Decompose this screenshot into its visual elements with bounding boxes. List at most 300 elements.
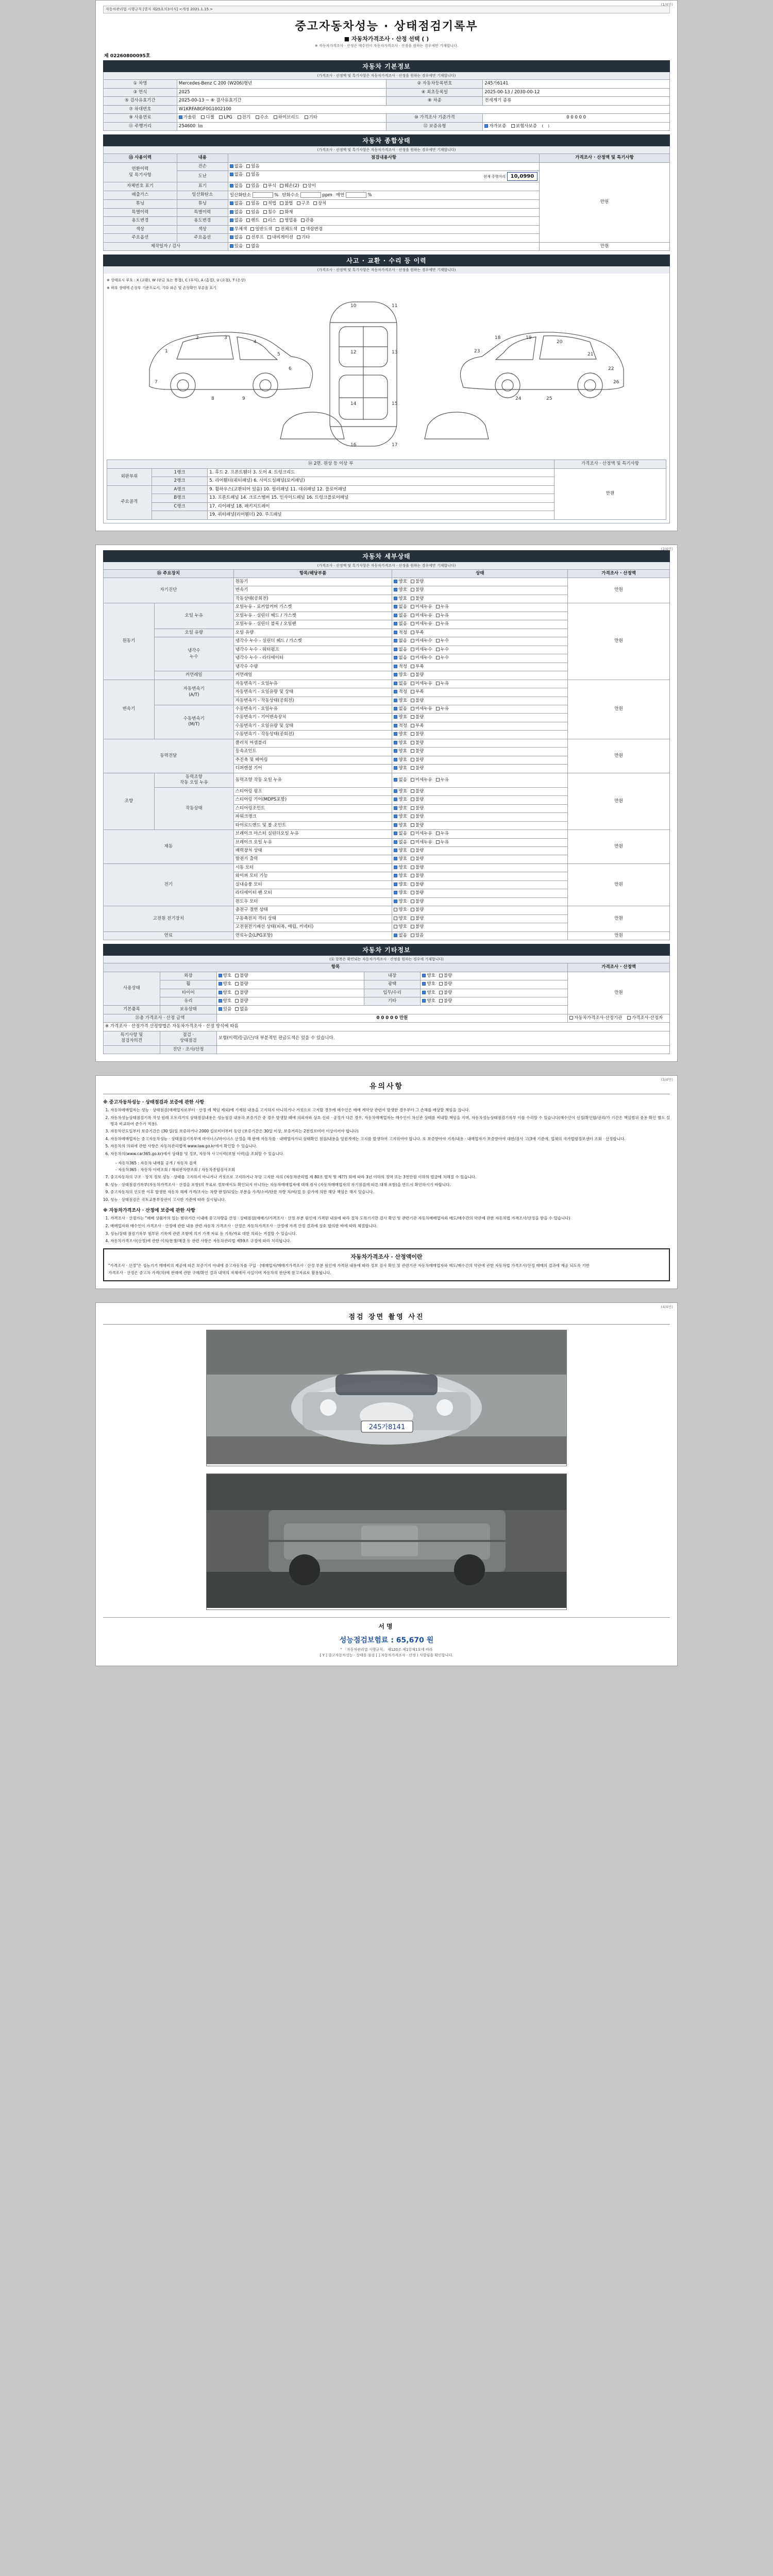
- opt-sunroof[interactable]: 선루프: [246, 235, 264, 241]
- opt-bad[interactable]: 불량: [411, 907, 424, 913]
- opt-have[interactable]: 있음: [219, 1007, 231, 1012]
- table-row: [107, 460, 666, 468]
- opt-good[interactable]: 양호: [394, 579, 407, 585]
- row-options[interactable]: [228, 200, 539, 208]
- item-label: 휠: [160, 980, 216, 989]
- opt-micro[interactable]: 미세누유: [411, 706, 432, 712]
- opt-original[interactable]: 무채색: [230, 227, 247, 232]
- item-options[interactable]: [392, 773, 568, 787]
- legend-cat-frame: 주요골격: [107, 485, 152, 519]
- opt-bad[interactable]: 불량: [411, 916, 424, 922]
- guide-heading-1: ※ 중고자동차성능 · 상태점검과 보증에 관한 사항: [103, 1100, 205, 1106]
- legend-price-header: 가격조사 · 산정액 및 특기사항: [554, 460, 666, 468]
- item-options[interactable]: [392, 765, 568, 773]
- opt-bad[interactable]: 불량: [411, 740, 424, 746]
- item-options[interactable]: [392, 796, 568, 804]
- opt-bad[interactable]: 불량: [411, 848, 424, 854]
- warranty-options[interactable]: [483, 122, 670, 130]
- legend-value: 13. 프론트패널 14. 크로스멤버 15. 인사이드패널 16. 트렁크플로어패널: [208, 494, 554, 502]
- form-legal-note: [103, 6, 670, 13]
- item-options[interactable]: [216, 997, 364, 1006]
- item-label: 파워크랭크: [233, 813, 392, 821]
- item-label: 연료누출(LPG포함): [233, 931, 392, 940]
- svg-text:2: 2: [196, 335, 199, 341]
- row-sublabel: 전손: [177, 162, 228, 171]
- opt-good[interactable]: 양호: [394, 907, 407, 913]
- opt-micro[interactable]: 미세누유: [411, 840, 432, 845]
- opt-person[interactable]: 가격조사·산정자: [627, 1015, 663, 1021]
- opt-adequate[interactable]: 적정: [394, 689, 407, 695]
- opt-good[interactable]: 양호: [394, 899, 407, 905]
- field-label: ⑪ 주행거리: [104, 122, 177, 130]
- svg-text:26: 26: [613, 380, 619, 385]
- row-sublabel: 튜닝: [177, 200, 228, 208]
- opt-none[interactable]: 없음: [394, 706, 407, 712]
- svg-text:8: 8: [211, 396, 214, 402]
- item-options[interactable]: [392, 612, 568, 620]
- opt-diff[interactable]: 상이: [303, 183, 316, 189]
- opt-none[interactable]: 없음: [235, 1007, 248, 1012]
- opt-good[interactable]: 양호: [394, 797, 407, 803]
- opt-leak[interactable]: 누유: [436, 831, 449, 837]
- opt-micro[interactable]: 미세누유: [411, 681, 432, 687]
- opt-change[interactable]: 색상변경: [301, 227, 323, 232]
- opt-good[interactable]: 양호: [394, 823, 407, 828]
- opt-bad[interactable]: 불량: [235, 990, 248, 996]
- opt-none[interactable]: 없음: [230, 210, 243, 215]
- item-label: 수동변속기 - 작동상태(공회전): [233, 731, 392, 739]
- total-options[interactable]: [568, 1014, 670, 1022]
- section-other-band: 자동차 기타정보: [103, 944, 670, 956]
- opt-device[interactable]: 장치: [313, 201, 326, 207]
- opt-good[interactable]: 양호: [394, 924, 407, 930]
- item-options[interactable]: [392, 889, 568, 897]
- item-options[interactable]: [392, 680, 568, 688]
- svg-text:15: 15: [392, 401, 398, 407]
- opt-leak[interactable]: 누수: [436, 647, 449, 653]
- opt-good[interactable]: 양호: [394, 587, 407, 593]
- opt-good[interactable]: 양호: [422, 990, 435, 996]
- col-header-items: 항목/해당부품: [233, 569, 392, 578]
- photo-front-svg: [207, 1330, 566, 1464]
- mileage-value: 10,0990: [507, 172, 538, 181]
- item-options[interactable]: [392, 595, 568, 603]
- item-options[interactable]: [392, 830, 568, 838]
- opt-good[interactable]: 양호: [394, 596, 407, 602]
- field-label: ④ 최초등록일: [386, 88, 483, 96]
- opt-leak[interactable]: 누유: [436, 604, 449, 610]
- table-row: [104, 1014, 670, 1022]
- opt-leak[interactable]: 누유: [436, 681, 449, 687]
- item-options[interactable]: [392, 897, 568, 906]
- opt-none[interactable]: 없음: [394, 621, 407, 627]
- table-row: [104, 97, 670, 105]
- list-item: 3. 성능/상태 점검기록부 첨부된 기록에 관련 조항에 의거 가격 자료 등 기록/자료 대한 의뢰는 거절할 수 있습니다.: [110, 1231, 670, 1237]
- opt-none[interactable]: 없음: [394, 777, 407, 783]
- opt-none[interactable]: 없음: [230, 183, 243, 189]
- opt-good[interactable]: 양호: [422, 998, 435, 1004]
- list-item: 10. 성능 · 상태점검은 국토교통부장관이 고시한 기준에 따라 실시됩니다.: [110, 1197, 670, 1203]
- item-options[interactable]: [392, 629, 568, 637]
- item-options[interactable]: [392, 697, 568, 705]
- opt-illegal[interactable]: 불법: [280, 201, 293, 207]
- valuation-definition-p2: 가격조사 · 산정은 중고차 가격(차)에 판매에 관한 구매/확인 결과 내역의 자체에서 사실이며 자동차의 판단에 참고자료로 활용됩니다.: [108, 1270, 331, 1275]
- item-options[interactable]: [392, 804, 568, 812]
- item-options[interactable]: [392, 872, 568, 880]
- opt-micro[interactable]: 미세누유: [411, 613, 432, 619]
- opt-leak[interactable]: 누유: [436, 613, 449, 619]
- opt-none[interactable]: 없음: [394, 647, 407, 653]
- item-options[interactable]: [392, 705, 568, 714]
- row-options[interactable]: [228, 225, 539, 233]
- table-row: [104, 1045, 670, 1054]
- opt-good[interactable]: 양호: [394, 740, 407, 746]
- item-options[interactable]: [392, 880, 568, 889]
- item-options[interactable]: [392, 906, 568, 914]
- opt-micro[interactable]: 미세누유: [411, 621, 432, 627]
- opt-none[interactable]: 없음: [230, 235, 243, 241]
- subgroup-label-oilleak: 오일 누유: [154, 603, 233, 629]
- opt-good[interactable]: 양호: [394, 814, 407, 820]
- section-overall-band: 자동차 종합상태: [103, 134, 670, 146]
- opt-bad[interactable]: 불량: [439, 981, 452, 987]
- item-options[interactable]: [392, 646, 568, 654]
- opt-bad[interactable]: 불량: [439, 990, 452, 996]
- item-options[interactable]: [392, 846, 568, 855]
- row-label-special: 특별이력: [104, 208, 177, 216]
- opt-leak[interactable]: 누수: [436, 655, 449, 661]
- opt-good[interactable]: 양호: [394, 890, 407, 896]
- field-value: Mercedes-Benz C 200 (W206)형년: [177, 80, 386, 88]
- item-options[interactable]: [392, 914, 568, 923]
- fuel-option-hydrogen[interactable]: 수소: [256, 115, 268, 121]
- item-options[interactable]: [392, 586, 568, 595]
- opt-micro[interactable]: 미세누수: [411, 647, 432, 653]
- total-label: ㉑총 가격조사 · 산정 금액: [104, 1014, 217, 1022]
- item-options[interactable]: [392, 620, 568, 629]
- opt-bad[interactable]: 불량: [235, 981, 248, 987]
- svg-text:14: 14: [350, 401, 357, 407]
- item-options[interactable]: [392, 821, 568, 829]
- item-options[interactable]: [392, 748, 568, 756]
- opt-legal[interactable]: 적법: [263, 201, 276, 207]
- item-options[interactable]: [392, 731, 568, 739]
- opt-bad[interactable]: 불량: [411, 596, 424, 602]
- opt-none[interactable]: 없음: [394, 840, 407, 845]
- opt-bad[interactable]: 불량: [411, 698, 424, 704]
- opt-good[interactable]: 양호: [394, 672, 407, 678]
- opt-good[interactable]: 양호: [394, 882, 407, 888]
- opt-none[interactable]: 없음: [246, 244, 259, 249]
- item-options[interactable]: [392, 855, 568, 863]
- field-value: 2025-00-13 / 2030-00-12: [483, 88, 670, 96]
- opt-bad[interactable]: 불량: [411, 749, 424, 754]
- opt-bad[interactable]: 불량: [411, 814, 424, 820]
- item-label: 스티어링조인트: [233, 804, 392, 812]
- fuel-option-lpg[interactable]: LPG: [219, 115, 232, 121]
- opt-good[interactable]: 양호: [394, 766, 407, 771]
- opt-bad[interactable]: 불량: [411, 766, 424, 771]
- opt-low[interactable]: 부족: [411, 689, 424, 695]
- opt-good[interactable]: 양호: [394, 698, 407, 704]
- row-options[interactable]: [228, 171, 539, 182]
- svg-text:7: 7: [155, 380, 158, 385]
- item-options[interactable]: [392, 671, 568, 680]
- opt-bad[interactable]: 불량: [411, 579, 424, 585]
- opt-none[interactable]: 없음: [230, 201, 243, 207]
- opt-good[interactable]: 양호: [422, 973, 435, 979]
- field-label: ① 차명: [104, 80, 177, 88]
- list-item: 4. 자동차매매업자는 중고자동차성능 · 상태점검기록부에 마이너스/마이너스 산정을 해 판매 자동차를 · 내매업자가되 상태확인 점검/내용을 일컫게에는 고지를 발생하여 고지하여야 합니다. 또 보증받아야 기록/내용 · 내매업자가 보증받아야 대한/검사 고(3에 기준에, 업체의 국가법령정보센터 조회 · 산정합니다.: [110, 1136, 670, 1142]
- legend-cat-outer: 외판부위: [107, 468, 152, 485]
- opt-bad[interactable]: 불량: [411, 823, 424, 828]
- opt-good[interactable]: 양호: [394, 848, 407, 854]
- opt-good[interactable]: 양호: [219, 998, 231, 1004]
- svg-text:1: 1: [165, 349, 168, 354]
- item-options[interactable]: [421, 972, 568, 980]
- row-options[interactable]: [228, 182, 539, 191]
- opt-bad[interactable]: 불량: [411, 715, 424, 720]
- item-options[interactable]: [392, 722, 568, 730]
- opt-good[interactable]: 양호: [394, 916, 407, 922]
- opt-bad[interactable]: 불량: [411, 797, 424, 803]
- table-row: [104, 931, 670, 940]
- fuel-option-gasoline[interactable]: 가솔린: [179, 115, 196, 121]
- opt-none[interactable]: 없음: [230, 164, 243, 170]
- opt-flood[interactable]: 침수: [263, 210, 276, 215]
- car-diagram-container: [103, 274, 670, 523]
- fuel-option-diesel[interactable]: 디젤: [201, 115, 214, 121]
- item-options[interactable]: [421, 989, 568, 997]
- item-options[interactable]: [392, 923, 568, 931]
- price-cell: 만원: [568, 906, 670, 931]
- opt-good[interactable]: 양호: [394, 856, 407, 862]
- col-header-item: 항목: [104, 963, 568, 972]
- page-3: [95, 1075, 678, 1289]
- opt-micro[interactable]: 미세누유: [411, 604, 432, 610]
- opt-low[interactable]: 부족: [411, 630, 424, 636]
- fuel-options[interactable]: [177, 114, 386, 122]
- opt-corrosion[interactable]: 훼손(2): [280, 183, 299, 189]
- opt-good[interactable]: 양호: [219, 990, 231, 996]
- row-options[interactable]: 일산화탄소 % 탄화수소 ppm 매연 %: [228, 191, 539, 199]
- table-row: [104, 122, 670, 130]
- opt-etc[interactable]: 기타: [297, 235, 310, 241]
- item-label: 수동변속기 - 오일누유: [233, 705, 392, 714]
- opt-exist[interactable]: 있음: [230, 244, 243, 249]
- opt-bad[interactable]: 불량: [411, 856, 424, 862]
- opt-bad[interactable]: 불량: [411, 882, 424, 888]
- row-options[interactable]: [228, 242, 539, 250]
- section-basic-info-band: 자동차 기본정보: [103, 60, 670, 72]
- item-options[interactable]: [392, 637, 568, 646]
- opt-yes[interactable]: 있음: [246, 201, 259, 207]
- opt-none[interactable]: 없음: [394, 933, 407, 939]
- legend-rank: A랭크: [152, 485, 208, 494]
- opt-gov[interactable]: 관용: [301, 218, 314, 224]
- opt-bad[interactable]: 불량: [411, 587, 424, 593]
- field-label: ⑤ 검사유효기간: [104, 97, 177, 105]
- item-options[interactable]: [216, 989, 364, 997]
- item-options[interactable]: [392, 931, 568, 940]
- opt-bad[interactable]: 불량: [411, 865, 424, 871]
- fuel-option-etc[interactable]: 기타: [305, 115, 317, 121]
- opt-bad[interactable]: 불량: [411, 899, 424, 905]
- item-options[interactable]: [421, 980, 568, 989]
- item-options[interactable]: [421, 997, 568, 1006]
- opt-yes[interactable]: 있음: [246, 164, 259, 170]
- table-header-row: [104, 963, 670, 972]
- legend-price-value: 만원: [554, 468, 666, 519]
- opt-bad[interactable]: 불량: [411, 789, 424, 794]
- opt-low[interactable]: 부족: [411, 723, 424, 729]
- item-options[interactable]: [392, 603, 568, 612]
- item-options[interactable]: [392, 756, 568, 764]
- row-options[interactable]: [228, 208, 539, 216]
- opt-leak[interactable]: 누유: [436, 840, 449, 845]
- fuel-option-electric[interactable]: 전기: [238, 115, 250, 121]
- odometer-value: 254600 ㎞: [177, 122, 386, 130]
- item-options[interactable]: [392, 787, 568, 795]
- opt-bad[interactable]: 불량: [411, 806, 424, 811]
- opt-good[interactable]: 양호: [394, 732, 407, 737]
- opt-yes[interactable]: 있음: [246, 183, 259, 189]
- warranty-option-insurance[interactable]: 보험사보증: [511, 124, 537, 129]
- opt-leak[interactable]: 누수: [436, 638, 449, 644]
- opt-none[interactable]: 없음: [230, 172, 243, 178]
- opt-lease[interactable]: 리스: [263, 218, 276, 224]
- opt-none[interactable]: 없음: [394, 638, 407, 644]
- item-options[interactable]: [216, 980, 364, 989]
- opt-nav[interactable]: 내비게이션: [267, 235, 293, 241]
- opt-none[interactable]: 없음: [394, 604, 407, 610]
- col-header-price: 가격조사 · 산정액 및 특기사항: [540, 154, 670, 162]
- opt-leak[interactable]: 누유: [436, 777, 449, 783]
- opt-none[interactable]: 없음: [394, 681, 407, 687]
- item-options[interactable]: [392, 654, 568, 663]
- item-options[interactable]: [216, 1006, 567, 1014]
- opt-adequate[interactable]: 적정: [394, 664, 407, 670]
- opt-good[interactable]: 양호: [394, 789, 407, 794]
- opt-bad[interactable]: 불량: [411, 672, 424, 678]
- page-title: 중고자동차성능 · 상태점검기록부: [295, 20, 478, 33]
- item-options[interactable]: [216, 972, 364, 980]
- inspection-photo-front: [206, 1330, 567, 1466]
- opt-yes[interactable]: 있음: [411, 933, 424, 939]
- row-sublabel: 특별이력: [177, 208, 228, 216]
- opt-micro[interactable]: 미세누수: [411, 655, 432, 661]
- opt-structure[interactable]: 구조: [297, 201, 310, 207]
- group-label-selfdiag: 자기진단: [104, 578, 234, 603]
- opt-none[interactable]: 없음: [394, 831, 407, 837]
- item-options[interactable]: [392, 714, 568, 722]
- opt-bad[interactable]: 불량: [411, 890, 424, 896]
- opt-full[interactable]: 전체도색: [276, 227, 297, 232]
- opt-micro[interactable]: 미세누유: [411, 777, 432, 783]
- opt-good[interactable]: 양호: [394, 865, 407, 871]
- item-options[interactable]: [392, 838, 568, 846]
- item-options[interactable]: [392, 863, 568, 872]
- price-cell: 만원: [568, 931, 670, 940]
- opt-adequate[interactable]: 적정: [394, 630, 407, 636]
- opt-none[interactable]: 없음: [394, 655, 407, 661]
- opt-none[interactable]: 없음: [230, 218, 243, 224]
- opt-bad[interactable]: 불량: [411, 732, 424, 737]
- opt-yes[interactable]: 있음: [246, 210, 259, 215]
- item-options[interactable]: [392, 578, 568, 586]
- list-item: 6. 자동차의(www.car365.go.kr)에서 상태를 및 정보, 자동차 사고이력(보험 이력)을 조회할 수 있습니다.: [110, 1151, 670, 1157]
- opt-bad[interactable]: 불량: [439, 973, 452, 979]
- opt-micro[interactable]: 미세누수: [411, 638, 432, 644]
- special-sub-label: 점검 · 상태점검: [160, 1031, 216, 1045]
- item-label: 원동기: [233, 578, 392, 586]
- svg-text:4: 4: [254, 340, 257, 345]
- opt-yes[interactable]: 있음: [246, 172, 259, 178]
- row-options[interactable]: [228, 234, 539, 242]
- item-label: 스티어링 펌프: [233, 787, 392, 795]
- opt-good[interactable]: 양호: [219, 981, 231, 987]
- opt-bad[interactable]: 불량: [411, 757, 424, 763]
- group-label-electric: 전기: [104, 863, 234, 906]
- opt-good[interactable]: 양호: [422, 981, 435, 987]
- row-label-history: 연환이력 및 특기사항: [104, 162, 177, 182]
- opt-micro[interactable]: 미세누유: [411, 831, 432, 837]
- opt-bad[interactable]: 불량: [235, 998, 248, 1004]
- field-label: ② 자동차등록번호: [386, 80, 483, 88]
- item-label: 냉각수 누수 - 워터펌프: [233, 646, 392, 654]
- opt-bad[interactable]: 불량: [411, 924, 424, 930]
- warranty-option-self[interactable]: 자가보증: [484, 124, 506, 129]
- opt-leak[interactable]: 누유: [436, 706, 449, 712]
- item-options[interactable]: [392, 688, 568, 697]
- opt-none[interactable]: 없음: [394, 613, 407, 619]
- opt-fire[interactable]: 화재: [280, 210, 293, 215]
- opt-leak[interactable]: 누유: [436, 621, 449, 627]
- opt-good[interactable]: 양호: [394, 806, 407, 811]
- row-options[interactable]: [228, 162, 539, 171]
- svg-text:9: 9: [242, 396, 245, 402]
- item-options[interactable]: [392, 739, 568, 747]
- opt-modified[interactable]: 부식: [263, 183, 276, 189]
- opt-bad[interactable]: 불량: [411, 873, 424, 879]
- opt-org[interactable]: 자동차가격조사·산정기관: [569, 1015, 622, 1021]
- opt-bad[interactable]: 불량: [439, 998, 452, 1004]
- page-subtitle-note: ※ 자동차가격조사 · 산정은 매수인이 자동차가격조사 · 산정을 원하는 경우에만 기재합니다.: [314, 44, 459, 48]
- field-value: 전세계기 종류: [483, 97, 670, 105]
- opt-business[interactable]: 영업용: [280, 218, 297, 224]
- item-options[interactable]: [392, 813, 568, 821]
- subgroup-label-manual: 수동변속기 (M/T): [154, 705, 233, 739]
- table-row: [104, 578, 670, 586]
- opt-adequate[interactable]: 적정: [394, 723, 407, 729]
- opt-good[interactable]: 양호: [394, 873, 407, 879]
- item-options[interactable]: [392, 663, 568, 671]
- fuel-option-hybrid[interactable]: 하이브리드: [274, 115, 299, 121]
- item-label: 작동상태(공회전): [233, 595, 392, 603]
- opt-bad[interactable]: 불량: [235, 973, 248, 979]
- opt-good[interactable]: 양호: [394, 715, 407, 720]
- row-options[interactable]: [228, 217, 539, 225]
- opt-good[interactable]: 양호: [394, 757, 407, 763]
- item-label: 냉각수 누수 - 라디에이터: [233, 654, 392, 663]
- opt-rent[interactable]: 렌트: [246, 218, 259, 224]
- list-item: 1. 가격조사 · 산정가는 "매매 상품가의 있는 범위기간 이내에 중고차량을 산정 · 상태점검(매매기/가격조사 · 산정 부분 원인에 가격된 내용에 따라 절차 도록기기만 검사 확인 및 관련기관 자동차매매업자와 매도/매수간의 약관에 관한 자동차법 가격조사/산정을 받을 수 있습니다): [110, 1215, 670, 1222]
- opt-good[interactable]: 양호: [394, 749, 407, 754]
- opt-good[interactable]: 양호: [219, 973, 231, 979]
- table-row: [107, 468, 666, 477]
- opt-partial[interactable]: 일반도색: [250, 227, 272, 232]
- opt-low[interactable]: 부족: [411, 664, 424, 670]
